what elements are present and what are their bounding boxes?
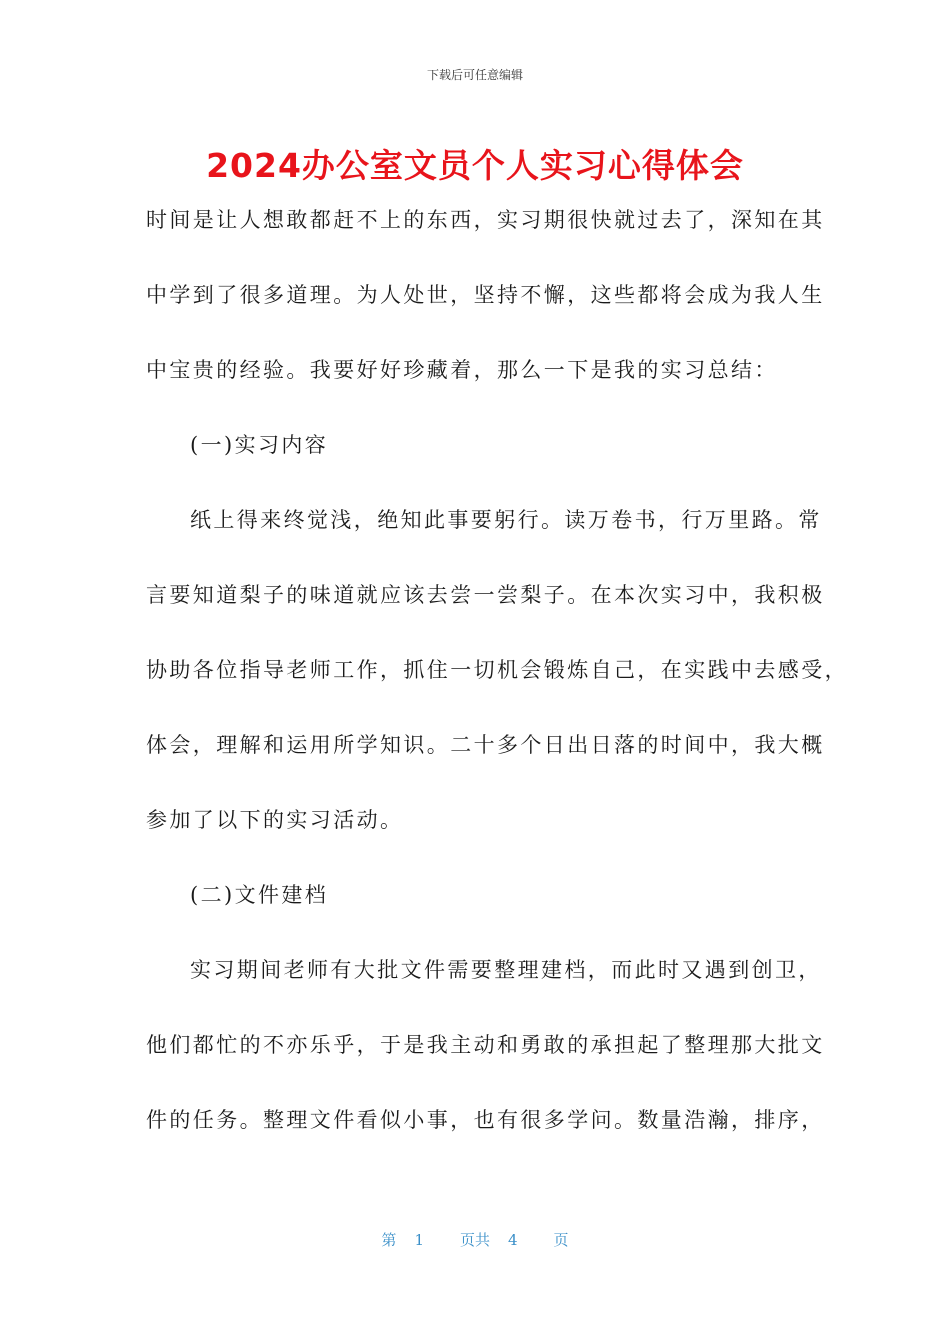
- text-line: 中学到了很多道理。为人处世，坚持不懈，这些都将会成为我人生: [146, 283, 825, 307]
- document-title: 2024办公室文员个人实习心得体会: [206, 146, 744, 185]
- text-line: 中宝贵的经验。我要好好珍藏着，那么一下是我的实习总结：: [146, 358, 778, 382]
- text-line: 言要知道梨子的味道就应该去尝一尝梨子。在本次实习中，我积极: [146, 583, 825, 607]
- text-line: 实习期间老师有大批文件需要整理建档，而此时又遇到创卫，: [190, 958, 822, 982]
- section-heading: (二)文件建档: [190, 883, 329, 907]
- footer-page-mid: 页共: [459, 1231, 490, 1249]
- footer-page-end: 页: [553, 1231, 569, 1249]
- header-note: 下载后可任意编辑: [426, 68, 523, 82]
- text-line: 纸上得来终觉浅，绝知此事要躬行。读万卷书，行万里路。常: [190, 508, 822, 532]
- text-line: 体会，理解和运用所学知识。二十多个日出日落的时间中，我大概: [146, 733, 825, 757]
- footer-page-label: 第: [381, 1231, 397, 1249]
- section-heading: (一)实习内容: [190, 433, 329, 457]
- footer-page-total: 4: [508, 1231, 518, 1249]
- text-line: 时间是让人想敢都赶不上的东西，实习期很快就过去了，深知在其: [146, 208, 825, 232]
- body-text: [146, 200, 848, 1175]
- text-line: 件的任务。整理文件看似小事，也有很多学问。数量浩瀚，排序，: [146, 1108, 825, 1132]
- text-line: 协助各位指导老师工作，抓住一切机会锻炼自己，在实践中去感受，: [146, 658, 848, 682]
- text-line: 他们都忙的不亦乐乎，于是我主动和勇敢的承担起了整理那大批文: [146, 1033, 825, 1057]
- text-line: 参加了以下的实习活动。: [146, 808, 404, 832]
- page-footer: [0, 1229, 950, 1250]
- footer-page-number: 1: [414, 1231, 424, 1249]
